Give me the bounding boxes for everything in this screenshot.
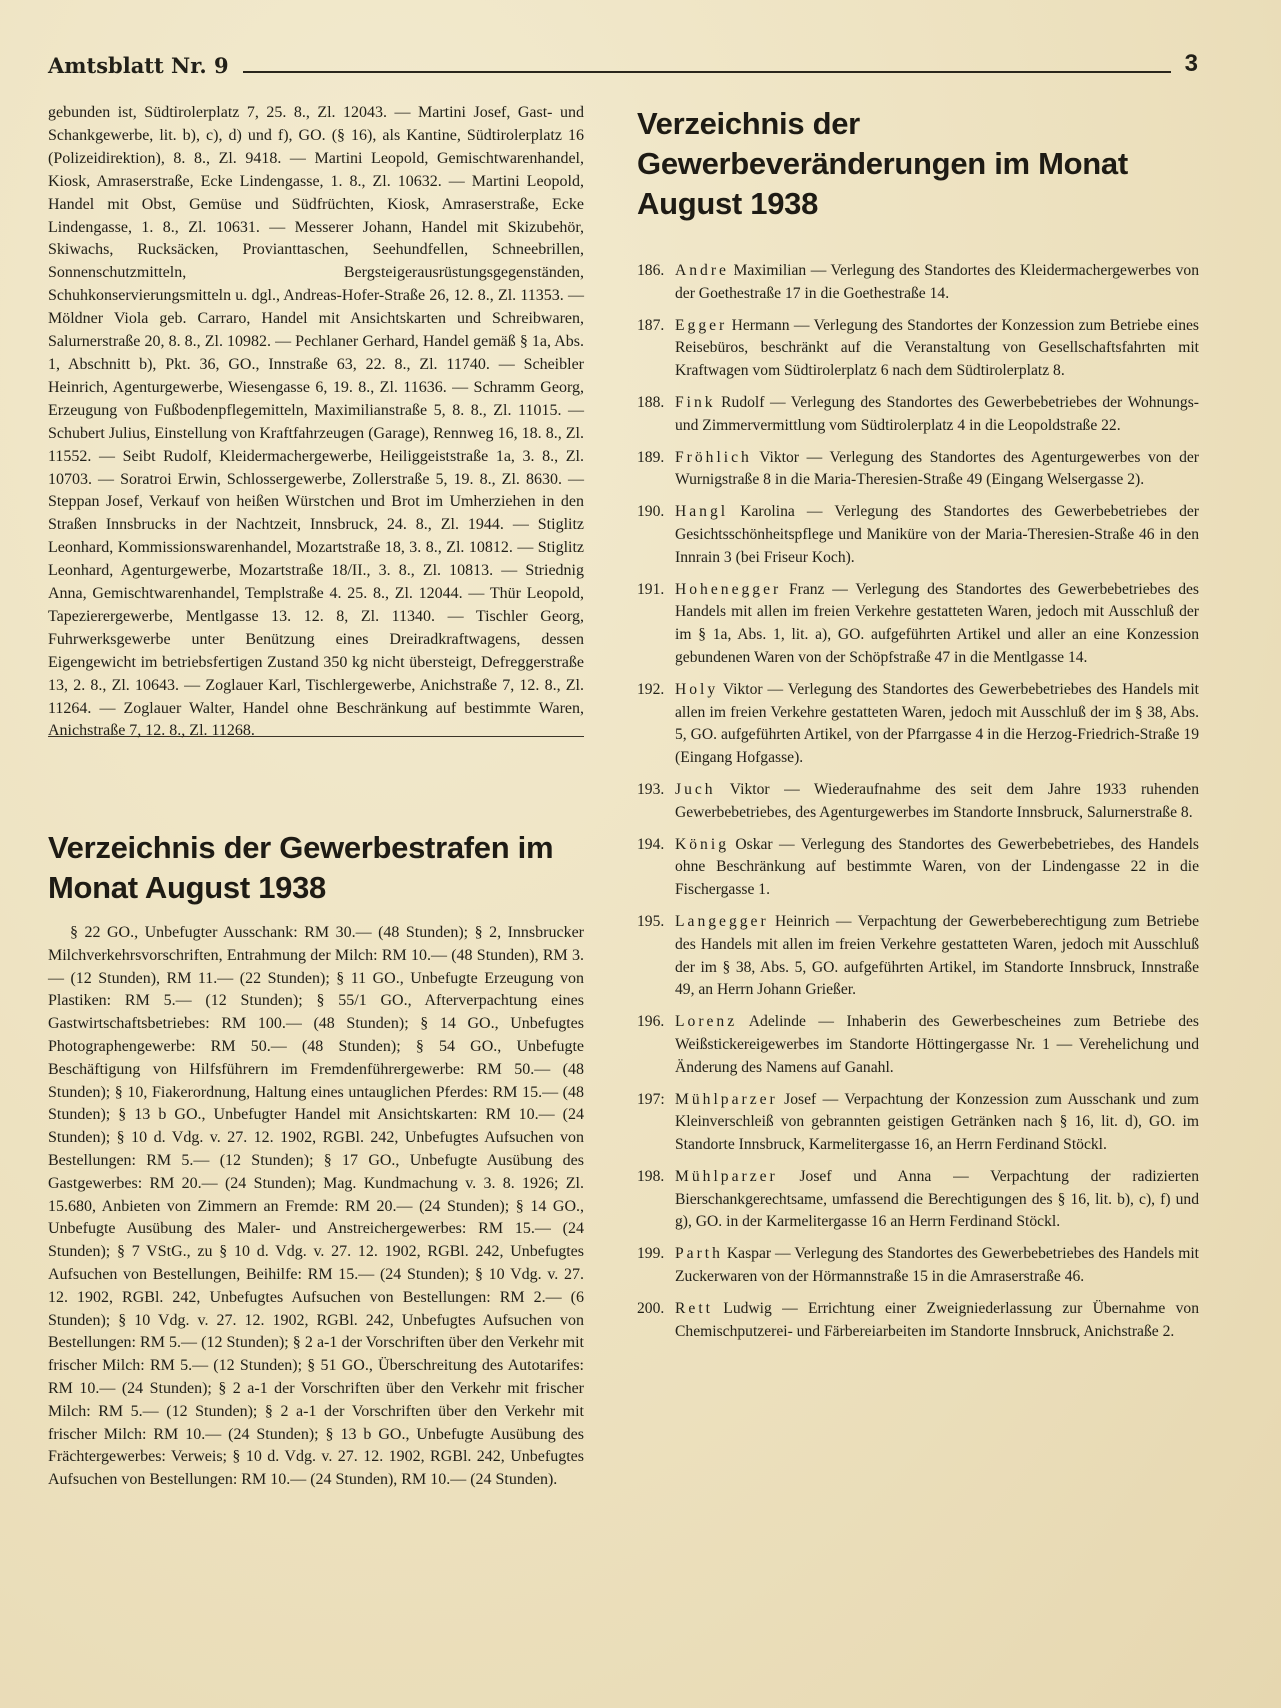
entry-number: 197: xyxy=(637,1090,665,1108)
entry-surname: Egger xyxy=(675,316,728,334)
strafen-text: § 22 GO., Unbefugter Ausschank: RM 30.— (48 Stunden); § 2, Innsbrucker Milchverkehrsvorschriften, Entrahmung der Milch: RM 10.— (48 Stunden), RM 3.— (12 Stunden), RM 11.— (22 Stunden); § 11 GO., Unbefugte Erzeugung von Plastiken: RM 5.— (12 Stunden); § 55/1 GO., Afterverpachtung eines Gastwirtschaftsbetriebes: RM 100.— (48 Stunden); § 14 GO., Unbefugtes Photographengewerbe: RM 50.— (48 Stunden); § 54 GO., Unbefugte Beschäftigung von Hilfsführern im Fremdenführergewerbe: RM 50.— (48 Stunden); § 10, Fiakerordnung, Haltung eines untauglichen Pferdes: RM 15.— (48 Stunden); § 13 b GO., Unbefugter Handel mit Ansichtskarten: RM 10.— (24 Stunden); § 10 d. Vdg. v. 27. 12. 1902, RGBl. 242, Unbefugtes Aufsuchen von Bestellungen: RM 5.— (12 Stunden); § 17 GO., Unbefugte Ausübung des Gastgewerbes: RM 20.— (24 Stunden); Mag. Kundmachung v. 3. 8. 1926; Zl. 15.680, Anbieten von Zimmern an Fremde: RM 20.— (24 Stunden); § 14 GO., Unbefugte Ausübung des Maler- und Anstreichergewerbes: RM 15.— (24 Stunden); § 7 VStG., zu § 10 d. Vdg. v. 27. 12. 1902, RGBl. 242, Unbefugtes Aufsuchen von Bestellungen, Beihilfe: RM 15.— (24 Stunden); § 10 Vdg. v. 27. 12. 1902, RGBl. 242, Unbefugtes Aufsuchen von Bestellungen: RM 2.— (6 Stunden); § 10 Vdg. v. 27. 12. 1902, RGBl. 242, Unbefugtes Aufsuchen von Bestellungen: RM 5.— (12 Stunden); § 2 a-1 der Vorschriften über den Verkehr mit frischer Milch: RM 5.— (12 Stunden); § 51 GO., Überschreitung des Autotarifes: RM 10.— (24 Stunden); § 2 a-1 der Vorschriften über den Verkehr mit frischer Milch: RM 5.— (12 Stunden); § 2 a-1 der Vorschriften über den Verkehr mit frischer Milch: RM 10.— (24 Stunden); § 13 b GO., Unbefugte Ausübung des Frächtergewerbes: Verweis; § 10 d. Vdg. v. 27. 12. 1902, RGBl. 242, Unbefugtes Aufsuchen von Bestellungen: RM 10.— (24 Stunden), RM 10.— (24 Stunden). xyxy=(48,924,584,1489)
entry-surname: Holy xyxy=(675,680,719,698)
entry-text xyxy=(675,1298,1199,1344)
right-column xyxy=(637,104,1199,1352)
entry-description: Franz — Verlegung des Standortes des Gewerbebetriebes des Handels mit allen im freien Verkehre gestatteten Waren, jedoch mit Ausschluß der im § 1a, Abs. 1, lit. a), GO. aufgeführten Artikel und aller an eine Konzession gebundenen Waren von der Schöpfstraße 47 in die Mentlgasse 14. xyxy=(675,580,1199,666)
list-item xyxy=(637,1243,1199,1289)
list-item xyxy=(637,1298,1199,1344)
entry-surname: Andre xyxy=(675,262,729,279)
entry-text xyxy=(675,315,1199,383)
entry-surname: Hangl xyxy=(675,503,729,521)
publication-title: Amtsblatt Nr. 9 xyxy=(48,53,229,78)
page-header xyxy=(48,48,1198,78)
entry-description: Adelinde — Inhaberin des Gewerbescheines zum Betriebe des Weißstickereigewerbes im Standorte Höttingergasse Nr. 1 — Verehelichung und Änderung des Namens auf Ganahl. xyxy=(675,1013,1199,1076)
entry-number: 191. xyxy=(637,580,665,598)
entry-text xyxy=(675,501,1199,569)
entry-surname: Fröhlich xyxy=(675,448,752,466)
list-item xyxy=(637,911,1199,1002)
entry-number: 199. xyxy=(637,1245,665,1263)
list-item xyxy=(637,679,1199,770)
list-item xyxy=(637,1166,1199,1234)
entry-number: 195. xyxy=(637,912,665,930)
entry-number: 198. xyxy=(637,1167,665,1185)
entry-text xyxy=(675,679,1199,770)
list-item xyxy=(637,447,1199,493)
entry-description: Viktor — Verlegung des Standortes des Gewerbebetriebes des Handels mit allen im freien Verkehre gestatteten Waren, jedoch mit Ausschluß der im § 38, Abs. 5, GO. aufgeführten Artikel, von der Pfarrgasse 4 in die Herzog-Friedrich-Straße 19 (Eingang Hofgasse). xyxy=(675,680,1199,767)
entry-number: 190. xyxy=(637,503,665,521)
entry-description: Viktor — Verlegung des Standortes des Agenturgewerbes von der Wurnigstraße 8 in die Maria-Theresien-Straße 49 (Eingang Welsergasse 2). xyxy=(675,448,1199,489)
entry-number: 188. xyxy=(637,393,665,411)
entry-number: 187. xyxy=(637,316,665,334)
entry-description: Rudolf — Verlegung des Standortes des Gewerbebetriebes der Wohnungs- und Zimmervermittlung vom Südtirolerplatz 4 in die Leopoldstraße 22. xyxy=(675,393,1199,434)
entry-number: 200. xyxy=(637,1299,665,1317)
entry-number: 194. xyxy=(637,835,665,853)
entry-number: 192. xyxy=(637,680,665,698)
list-item xyxy=(637,779,1199,825)
list-item xyxy=(637,1089,1199,1157)
entry-surname: Rett xyxy=(675,1299,713,1317)
entry-description: Maximilian — Verlegung des Standortes des Kleidermachergewerbes von der Goethestraße 17 in die Goethestraße 14. xyxy=(675,262,1199,302)
entry-surname: Fink xyxy=(675,393,716,411)
entry-number: 186. xyxy=(637,262,665,279)
entry-description: Kaspar — Verlegung des Standortes des Gewerbebetriebes des Handels mit Zuckerwaren von der Hörmannstraße 15 in die Amraserstraße 46. xyxy=(675,1245,1199,1286)
entry-surname: Hohenegger xyxy=(675,580,782,598)
entry-number: 196. xyxy=(637,1013,665,1031)
entry-surname: Langegger xyxy=(675,912,769,930)
entry-text xyxy=(675,1166,1199,1234)
entry-description: Oskar — Verlegung des Standortes des Gewerbebetriebes, des Handels ohne Beschränkung auf bestimmte Waren, von der Lindengasse 22 in die Fischergasse 1. xyxy=(675,835,1199,899)
entry-text xyxy=(675,1011,1199,1079)
list-item xyxy=(637,392,1199,438)
entry-number: 193. xyxy=(637,780,665,798)
entry-description: Josef und Anna — Verpachtung der radizierten Bierschankgerechtsame, umfassend die Berechtigungen des § 16, lit. b), c), f) und g), GO. in der Karmelitergasse 16 an Herrn Ferdinand Stöckl. xyxy=(675,1167,1199,1231)
page-number: 3 xyxy=(1184,50,1198,77)
entry-description: Heinrich — Verpachtung der Gewerbeberechtigung zum Betriebe des Handels mit allen im freien Verkehre gestatteten Waren, jedoch mit Ausschluß der im § 38, Abs. 5, GO. aufgeführten Artikel, im Standorte Innsbruck, Innstraße 49, an Herrn Johann Grießer. xyxy=(675,912,1199,999)
entry-surname: Juch xyxy=(675,780,716,798)
list-item xyxy=(637,1011,1199,1079)
entry-surname: Mühlparzer xyxy=(675,1167,778,1185)
list-item xyxy=(637,579,1199,670)
entry-description: Hermann — Verlegung des Standortes der Konzession zum Betriebe eines Reisebüros, beschränkt auf die Veranstaltung von Gesellschaftsfahrten mit Kraftwagen vom Südtirolerplatz 6 nach dem Südtirolerplatz 8. xyxy=(675,316,1199,380)
entry-number: 189. xyxy=(637,448,665,466)
entry-text xyxy=(675,260,1199,306)
list-item xyxy=(637,834,1199,902)
section-divider xyxy=(48,736,584,737)
entry-description: Ludwig — Errichtung einer Zweigniederlassung zur Übernahme von Chemischputzerei- und Färbereiarbeiten im Standorte Innsbruck, Anichstraße 2. xyxy=(675,1299,1199,1340)
entry-description: Josef — Verpachtung der Konzession zum Ausschank und zum Kleinverschleiß von gebrannten geistigen Getränken nach § 16, lit. d), GO. im Standorte Innsbruck, Karmelitergasse 16, an Herrn Ferdinand Stöckl. xyxy=(675,1090,1199,1154)
left-column-continued-list xyxy=(48,102,584,743)
entry-description: Karolina — Verlegung des Standortes des Gewerbebetriebes der Gesichtsschönheitspflege und Maniküre von der Maria-Theresien-Straße 46 in den Innrain 3 (bei Friseur Koch). xyxy=(675,503,1199,566)
entry-text xyxy=(675,1089,1199,1157)
entry-text xyxy=(675,579,1199,670)
entry-text xyxy=(675,392,1199,438)
list-item xyxy=(637,501,1199,569)
entry-surname: König xyxy=(675,835,729,853)
header-rule xyxy=(243,71,1171,73)
entry-surname: Lorenz xyxy=(675,1013,738,1031)
strafen-section-header xyxy=(48,828,584,908)
entry-text xyxy=(675,447,1199,493)
strafen-section xyxy=(48,922,584,1492)
entry-text xyxy=(675,834,1199,902)
list-item xyxy=(637,315,1199,383)
entry-surname: Mühlparzer xyxy=(675,1090,778,1108)
entry-text xyxy=(675,779,1199,825)
strafen-heading: Verzeichnis der Gewerbestrafen im Monat August 1938 xyxy=(48,830,554,905)
entry-description: Viktor — Wiederaufnahme des seit dem Jahre 1933 ruhenden Gewerbebetriebes, des Agenturgewerbes im Standorte Innsbruck, Salurnerstraße 8. xyxy=(675,780,1199,821)
entry-text xyxy=(675,911,1199,1002)
continued-registrations-text: gebunden ist, Südtirolerplatz 7, 25. 8., Zl. 12043. — Martini Josef, Gast- und Schankgewerbe, lit. b), c), d) und f), GO. (§ 16), als Kantine, Südtirolerplatz 16 (Polizeidirektion), 8. 8., Zl. 9418. — Martini Leopold, Gemischtwarenhandel, Kiosk, Amraserstraße, Ecke Lindengasse, 1. 8., Zl. 10632. — Martini Leopold, Handel mit Obst, Gemüse und Südfrüchten, Kiosk, Amraserstraße, Ecke Lindengasse, 1. 8., Zl. 10631. — Messerer Johann, Handel mit Skizubehör, Skiwachs, Rucksäcken, Provianttaschen, Seehundfellen, Schneebrillen, Sonnenschutzmitteln, Bergsteigerausrüstungsgegenständen, Schuhkonservierungsmitteln u. dgl., Andreas-Hofer-Straße 26, 12. 8., Zl. 11353. — Möldner Viola geb. Carraro, Handel mit Ansichtskarten und Schreibwaren, Salurnerstraße 20, 8. 8., Zl. 10982. — Pechlaner Gerhard, Handel gemäß § 1a, Abs. 1, Abschnitt b), Pkt. 36, GO., Innstraße 63, 22. 8., Zl. 11740. — Scheibler Heinrich, Agenturgewerbe, Wiesengasse 6, 19. 8., Zl. 11636. — Schramm Georg, Erzeugung von Fußbodenpflegemitteln, Maximilianstraße 5, 8. 8., Zl. 11015. — Schubert Julius, Einstellung von Kraftfahrzeugen (Garage), Rennweg 16, 18. 8., Zl. 11552. — Seibt Rudolf, Kleidermachergewerbe, Heiliggeiststraße 1a, 3. 8., Zl. 10703. — Soratroi Erwin, Schlossergewerbe, Zollerstraße 5, 19. 8., Zl. 8630. — Steppan Josef, Verkauf von heißen Würstchen und Brot im Umherziehen in den Straßen Innsbrucks in der Nachtzeit, Innsbruck, 24. 8., Zl. 1944. — Stiglitz Leonhard, Kommissionswarenhandel, Mozartstraße 18, 3. 8., Zl. 10812. — Stiglitz Leonhard, Agenturgewerbe, Mozartstraße 18/II., 3. 8., Zl. 10813. — Striednig Anna, Gemischtwarenhandel, Templstraße 4. 25. 8., Zl. 12044. — Thür Leopold, Tapezierergewerbe, Mentlgasse 13. 12. 8, Zl. 11340. — Tischler Georg, Fuhrwerksgewerbe unter Benützung eines Dreiradkraftwagens, dessen Eigengewicht im betriebsfertigen Zustand 350 kg nicht übersteigt, Defreggerstraße 13, 2. 8., Zl. 10643. — Zoglauer Karl, Tischlergewerbe, Anichstraße 7, 12. 8., Zl. 11264. — Zoglauer Walter, Handel ohne Beschränkung auf bestimmte Waren, Anichstraße 7, 12. 8., Zl. 11268. xyxy=(48,104,584,740)
entry-text xyxy=(675,1243,1199,1289)
veraenderungen-heading: Verzeichnis der Gewerbeveränderungen im Monat August 1938 xyxy=(637,106,1128,221)
entry-surname: Parth xyxy=(675,1245,723,1263)
veraenderungen-list xyxy=(637,260,1199,1343)
list-item xyxy=(637,260,1199,306)
